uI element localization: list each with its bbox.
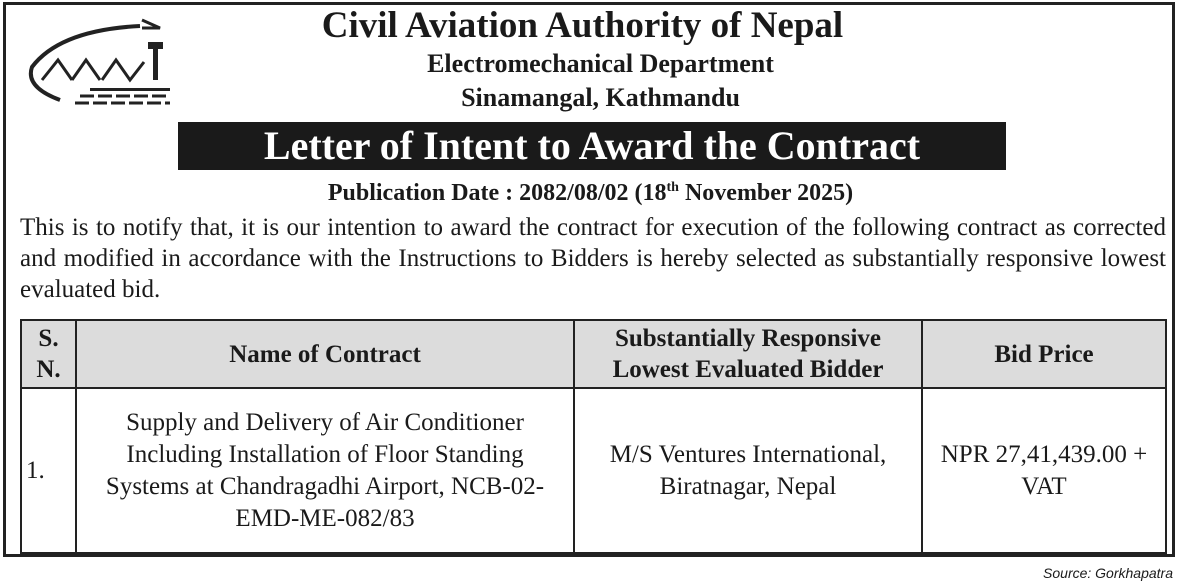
header-bidder: Substantially Responsive Lowest Evaluated Bidder	[574, 320, 922, 388]
header-sn: S. N.	[21, 320, 76, 388]
address: Sinamangal, Kathmandu	[461, 83, 740, 112]
cell-sn: 1.	[21, 388, 76, 553]
table-header-row	[21, 320, 1166, 388]
cell-bidder: M/S Ventures International, Biratnagar, Nepal	[574, 388, 922, 553]
table-row	[21, 388, 1166, 553]
cell-contract-name: Supply and Delivery of Air Conditioner Including Installation of Floor Standing Systems at Chandragadhi Airport, NCB-02-EMD-ME-082/83	[76, 388, 574, 553]
notice-title: Letter of Intent to Award the Contract	[178, 122, 1006, 170]
award-table	[20, 319, 1167, 554]
publication-date: Publication Date : 2082/08/02 (18th November 2025)	[327, 180, 854, 206]
cell-bid-price: NPR 27,41,439.00 + VAT	[922, 388, 1166, 553]
notice-paragraph: This is to notify that, it is our intention to award the contract for execution of the following contract as corrected and modified in accordance with the Instructions to Bidders is hereby selected as substantially responsive lowest evaluated bid.	[20, 214, 1166, 303]
department-name: Electromechanical Department	[427, 49, 774, 78]
header-contract-name: Name of Contract	[76, 320, 574, 388]
header-bid-price: Bid Price	[922, 320, 1166, 388]
source-credit: Source: Gorkhapatra	[1043, 565, 1173, 581]
organization-name: Civil Aviation Authority of Nepal	[321, 5, 844, 46]
